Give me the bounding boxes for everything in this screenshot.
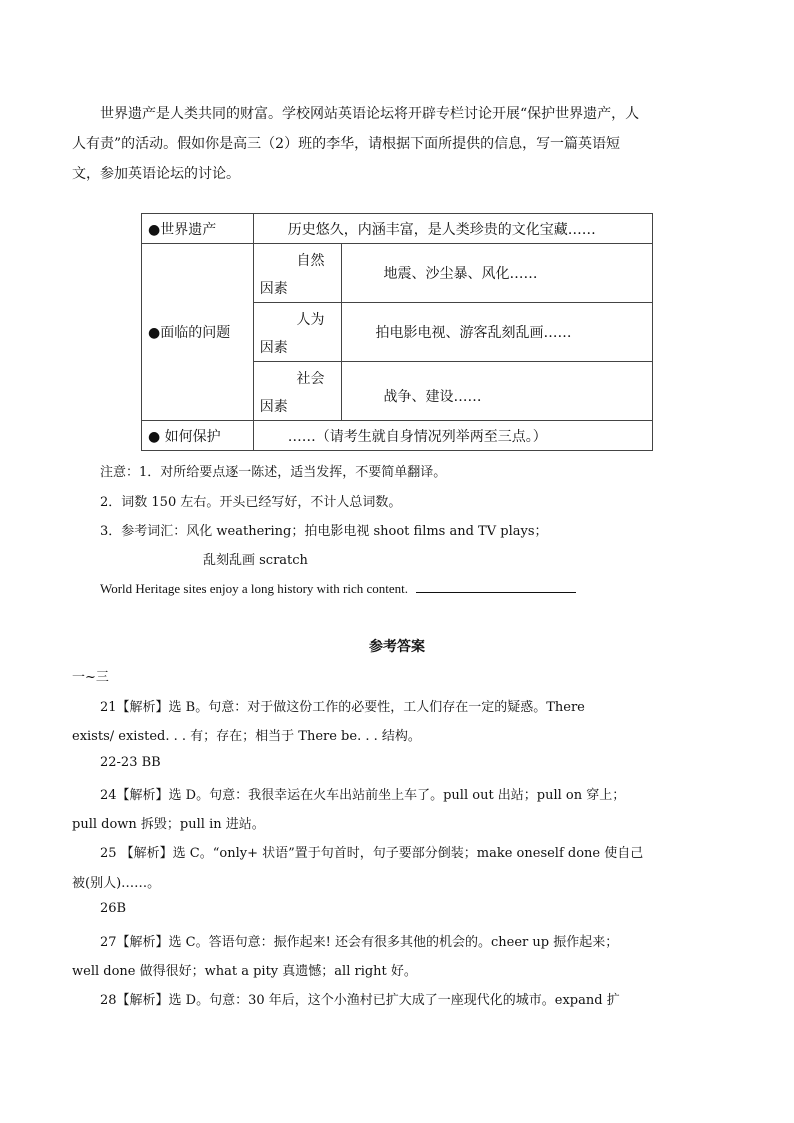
note-2: 2．词数 150 左右。开头已经写好，不计人总词数。 [100, 495, 402, 510]
table-row [142, 244, 653, 303]
factor-cell [253, 362, 341, 421]
answer-line: 被(别人)……。 [72, 876, 161, 891]
intro-line-3: 文，参加英语论坛的讨论。 [72, 166, 240, 182]
heritage-label: ●世界遗产 [142, 214, 254, 244]
factor-top: 社会 [296, 371, 325, 387]
essay-starter-text: World Heritage sites enjoy a long history with rich content. [100, 581, 408, 596]
intro-line-2: 人有责”的活动。假如你是高三（2）班的李华，请根据下面所提供的信息，写一篇英语短 [72, 136, 621, 152]
factor-cell [253, 244, 341, 303]
factor-top: 自然 [296, 253, 325, 269]
factor-content: 战争、建设…… [341, 362, 652, 421]
note-1: 注意：1．对所给要点逐一陈述，适当发挥，不要简单翻译。 [100, 465, 447, 480]
factor-bottom: 因素 [259, 340, 288, 356]
problems-label: ●面临的问题 [142, 244, 254, 421]
answer-line: pull down 拆毁；pull in 进站。 [72, 817, 265, 832]
answer-line: exists/ existed. . . 有；存在；相当于 There be. . . 结构。 [72, 729, 421, 744]
table-row [142, 214, 653, 244]
note-3: 3．参考词汇：风化 weathering；拍电影电视 shoot films and TV plays； [100, 524, 548, 539]
protect-label: ● 如何保护 [142, 421, 254, 451]
factor-cell [253, 303, 341, 362]
answer-line: 21【解析】选 B。句意：对于做这份工作的必要性，工人们存在一定的疑惑。There [100, 700, 585, 715]
answer-line: 25 【解析】选 C。“only+ 状语”置于句首时，句子要部分倒装；make oneself done 使自己 [100, 846, 644, 861]
note-4: 乱刻乱画 scratch [203, 553, 308, 568]
factor-content: 地震、沙尘暴、风化…… [341, 244, 652, 303]
answer-line: 24【解析】选 D。句意：我很幸运在火车出站前坐上车了。pull out 出站；pull on 穿上； [100, 788, 626, 803]
factor-content: 拍电影电视、游客乱刻乱画…… [341, 303, 652, 362]
answer-line: well done 做得很好；what a pity 真遗憾；all right 好。 [72, 964, 417, 979]
table-row [142, 421, 653, 451]
answer-line: 27【解析】选 C。答语句意：振作起来! 还会有很多其他的机会的。cheer up 振作起来； [100, 935, 619, 950]
intro-line-1: 世界遗产是人类共同的财富。学校网站英语论坛将开辟专栏讨论开展“保护世界遗产，人 [100, 106, 640, 122]
answers-title: 参考答案 [369, 639, 425, 655]
essay-starter [100, 580, 576, 597]
answer-line: 26B [100, 901, 127, 916]
heritage-content: 历史悠久，内涵丰富，是人类珍贵的文化宝藏…… [253, 214, 652, 244]
info-table [141, 213, 653, 451]
section-label: 一~三 [72, 670, 109, 685]
protect-content: ……（请考生就自身情况列举两至三点。） [253, 421, 652, 451]
factor-top: 人为 [296, 312, 325, 328]
answer-line: 22-23 BB [100, 755, 161, 770]
answer-line: 28【解析】选 D。句意：30 年后，这个小渔村已扩大成了一座现代化的城市。expand 扩 [100, 993, 620, 1008]
answer-blank [416, 580, 576, 593]
factor-bottom: 因素 [259, 399, 288, 415]
factor-bottom: 因素 [259, 281, 288, 297]
